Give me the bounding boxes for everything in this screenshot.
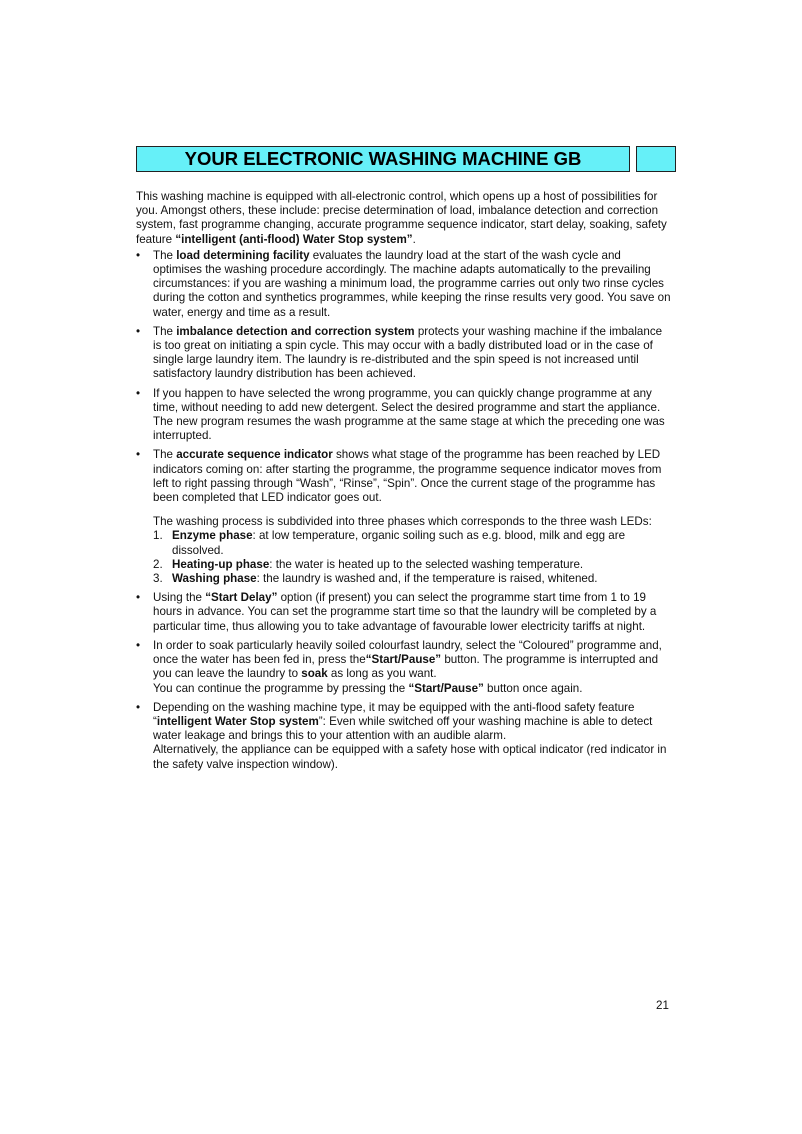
bold-term: imbalance detection and correction system [176,324,415,338]
feature-imbalance-detection [136,325,673,382]
feature-soak [136,639,673,696]
intro-end: . [412,232,416,246]
title-side-box [636,146,676,172]
text: Using the [153,591,206,605]
phase-item [153,572,673,586]
bold-term: accurate sequence indicator [176,448,333,462]
title-banner [136,146,630,172]
text: In order to soak particularly heavily soiled colourfast laundry, select the “Coloured” programme and, once the water has been fed in, press the [153,638,662,667]
bullet-icon: • [136,448,141,462]
bold-term: “Start/Pause” [365,653,442,667]
text: ”: Even while switched off your washing machine is able to detect water leakage and brings this to your attention with an audible alarm. [153,714,653,743]
text: Depending on the washing machine type, it may be equipped with the anti-flood safety feature “ [153,700,635,728]
phase-text: : at low temperature, organic soiling such as e.g. blood, milk and egg are dissolved. [172,529,626,557]
bold-term: intelligent Water Stop system [156,714,319,728]
phases-intro: The washing process is subdivided into three phases which corresponds to the three wash LEDs: [153,515,652,529]
bullet-icon: • [136,591,141,605]
phase-number: 1. [153,529,163,543]
text: as long as you want. [327,667,437,681]
phase-text: : the water is heated up to the selected washing temperature. [269,557,584,571]
feature-sequence-indicator [136,448,673,586]
bullet-icon: • [136,700,141,714]
bold-term: soak [301,667,328,681]
feature-start-delay [136,591,673,634]
text: The [153,448,177,462]
text: option (if present) you can select the programme start time from 1 to 19 hours in advance. You can set the programme start time so that the laundry will be completed by a particular time, thus allowing you to take advantage of favourable lower electricity tariffs at night. [153,591,657,633]
feature-load-determining [136,249,673,320]
text: Alternatively, the appliance can be equipped with a safety hose with optical indicator (red indicator in the safety valve inspection window). [153,743,667,771]
text: You can continue the programme by pressing the [153,681,409,695]
intro-text: This washing machine is equipped with all-electronic control, which opens up a host of possibilities for you. Amongst others, these include: precise determination of load, imbalance detection and correction system, fast programme changing, accurate programme sequence indicator, start delay, soaking, safety feature [136,190,667,246]
text: protects your washing machine if the imbalance is too great on initiating a spin cycle. This may occur with a badly distributed load or in the case of single large laundry item. The laundry is re-distributed and the spin speed is not increased until satisfactory laundry distribution has been achieved. [153,324,663,381]
intro-bold: “intelligent (anti-flood) Water Stop system” [175,232,413,246]
bullet-icon: • [136,324,141,338]
page-number: 21 [656,999,669,1012]
phases-list [153,529,673,586]
bullet-icon: • [136,638,141,652]
phase-name: Washing phase [172,572,257,586]
phase-number: 2. [153,557,163,571]
text: button. The programme is interrupted and you can leave the laundry to [153,653,659,681]
text: shows what stage of the programme has been reached by LED indicators coming on: after starting the programme, the programme sequence indicator moves from left to right passing through “Wash”, “Rinse”, “Spin”. Once the current stage of the programme has been completed that LED indicator goes out. [153,448,662,505]
phase-number: 3. [153,572,163,586]
page-title: YOUR ELECTRONIC WASHING MACHINE GB [184,148,582,169]
phase-text: : the laundry is washed and, if the temperature is raised, whitened. [256,572,598,586]
phase-item [153,529,673,557]
bullet-icon: • [136,248,141,262]
text: button once again. [483,681,583,695]
text: evaluates the laundry load at the start of the wash cycle and optimises the washing procedure accordingly. The machine adapts automatically to the prevailing circumstances: if you are washing a minimum load, the programme carries out only two rinse cycles during the cotton and synthetics programmes, while keeping the rinse results very good. You save on water, energy and time as a result. [153,248,671,319]
feature-water-stop [136,701,673,772]
main-content [136,190,673,777]
phase-item [153,558,673,572]
text: The [153,324,177,338]
text: The [153,248,177,262]
bold-term: “Start Delay” [205,591,278,605]
phase-name: Heating-up phase [172,557,270,571]
bullet-icon: • [136,386,141,400]
text: If you happen to have selected the wrong programme, you can quickly change programme at any time, without needing to add new detergent. Select the desired programme and start the appliance. The new program resumes the wash programme at the same stage at which the preceding one was interrupted. [153,386,665,443]
bold-term: “Start/Pause” [408,681,484,695]
feature-programme-change [136,387,673,444]
feature-list [136,249,673,772]
phase-name: Enzyme phase [172,529,253,543]
intro-paragraph [136,190,673,247]
bold-term: load determining facility [176,248,310,262]
